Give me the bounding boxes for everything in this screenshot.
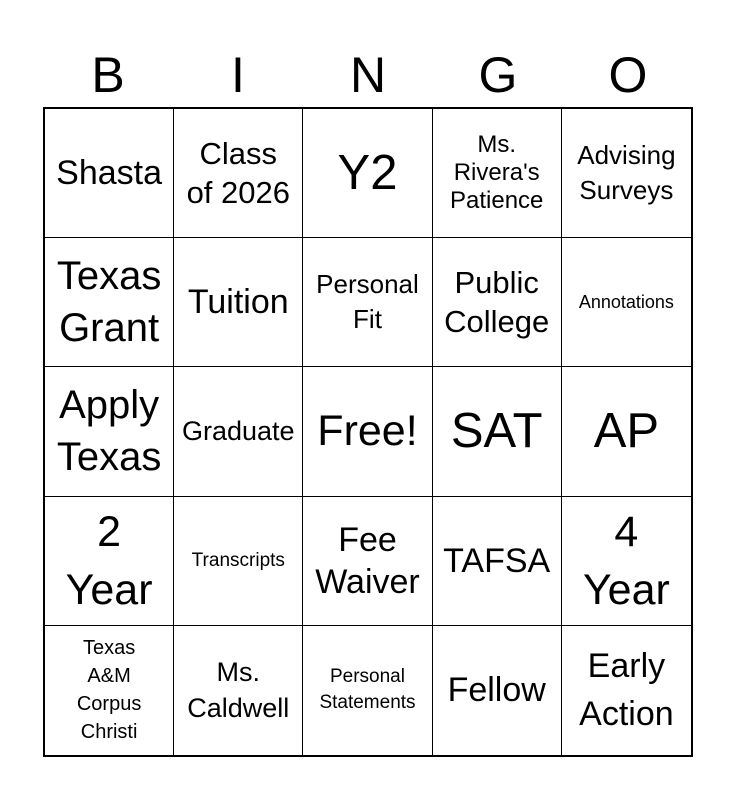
bingo-header: [43, 45, 693, 105]
bingo-board: [43, 107, 693, 757]
cell-text: AP: [593, 403, 660, 458]
cell-text: Tuition: [187, 283, 289, 322]
bingo-cell-r1-c1[interactable]: [45, 109, 174, 238]
bingo-cell-r3-c4[interactable]: [433, 367, 562, 496]
cell-text: Personal Statements: [319, 666, 416, 714]
cell-text: 2 Year: [65, 507, 153, 614]
header-letter-b: B: [91, 47, 125, 103]
cell-text: Early Action: [579, 647, 674, 734]
bingo-cell-r1-c4[interactable]: [433, 109, 562, 238]
cell-text: Transcripts: [191, 549, 285, 571]
header-letter-g: G: [478, 47, 518, 103]
cell-text: Graduate: [182, 416, 295, 447]
bingo-cell-r3-c2[interactable]: [174, 367, 303, 496]
header-letter-n: N: [349, 47, 387, 103]
bingo-cell-r4-c3[interactable]: [303, 497, 432, 626]
bingo-cell-r2-c4[interactable]: [433, 238, 562, 367]
bingo-cell-r1-c2[interactable]: [174, 109, 303, 238]
cell-text: SAT: [450, 403, 543, 458]
cell-text: Public College: [444, 265, 550, 340]
bingo-cell-r4-c2[interactable]: [174, 497, 303, 626]
cell-text: Texas Grant: [56, 254, 162, 351]
bingo-cell-r4-c5[interactable]: [562, 497, 691, 626]
bingo-cell-r5-c5[interactable]: [562, 626, 691, 755]
bingo-cell-r2-c5[interactable]: [562, 238, 691, 367]
cell-text: Texas A&M Corpus Christi: [76, 637, 142, 744]
bingo-cell-r4-c4[interactable]: [433, 497, 562, 626]
bingo-cell-r3-c5[interactable]: [562, 367, 691, 496]
cell-text: Ms. Rivera's Patience: [449, 131, 544, 215]
cell-text: Personal Fit: [316, 269, 419, 335]
bingo-cell-r2-c1[interactable]: [45, 238, 174, 367]
cell-text: TAFSA: [443, 541, 551, 580]
cell-text: Class of 2026: [186, 136, 290, 211]
bingo-cell-r5-c3[interactable]: [303, 626, 432, 755]
bingo-cell-r5-c1[interactable]: [45, 626, 174, 755]
cell-text: Ms. Caldwell: [187, 657, 290, 724]
bingo-cell-r5-c2[interactable]: [174, 626, 303, 755]
cell-text: Apply Texas: [56, 383, 162, 480]
bingo-cell-r5-c4[interactable]: [433, 626, 562, 755]
cell-text: Free!: [317, 406, 418, 455]
header-letter-o: O: [608, 47, 648, 103]
cell-text: Shasta: [56, 154, 163, 193]
cell-text: Fee Waiver: [315, 520, 420, 601]
cell-text: Fellow: [447, 671, 546, 710]
bingo-cell-r3-c3[interactable]: [303, 367, 432, 496]
bingo-cell-r1-c5[interactable]: [562, 109, 691, 238]
cell-text: 4 Year: [582, 507, 670, 614]
bingo-cell-r3-c1[interactable]: [45, 367, 174, 496]
bingo-cell-r1-c3[interactable]: [303, 109, 432, 238]
cell-text: Y2: [337, 145, 398, 200]
header-letter-i: I: [231, 47, 245, 103]
cell-text: Annotations: [578, 292, 674, 313]
bingo-cell-r2-c3[interactable]: [303, 238, 432, 367]
bingo-cell-r4-c1[interactable]: [45, 497, 174, 626]
cell-text: Advising Surveys: [577, 140, 676, 206]
bingo-cell-r2-c2[interactable]: [174, 238, 303, 367]
